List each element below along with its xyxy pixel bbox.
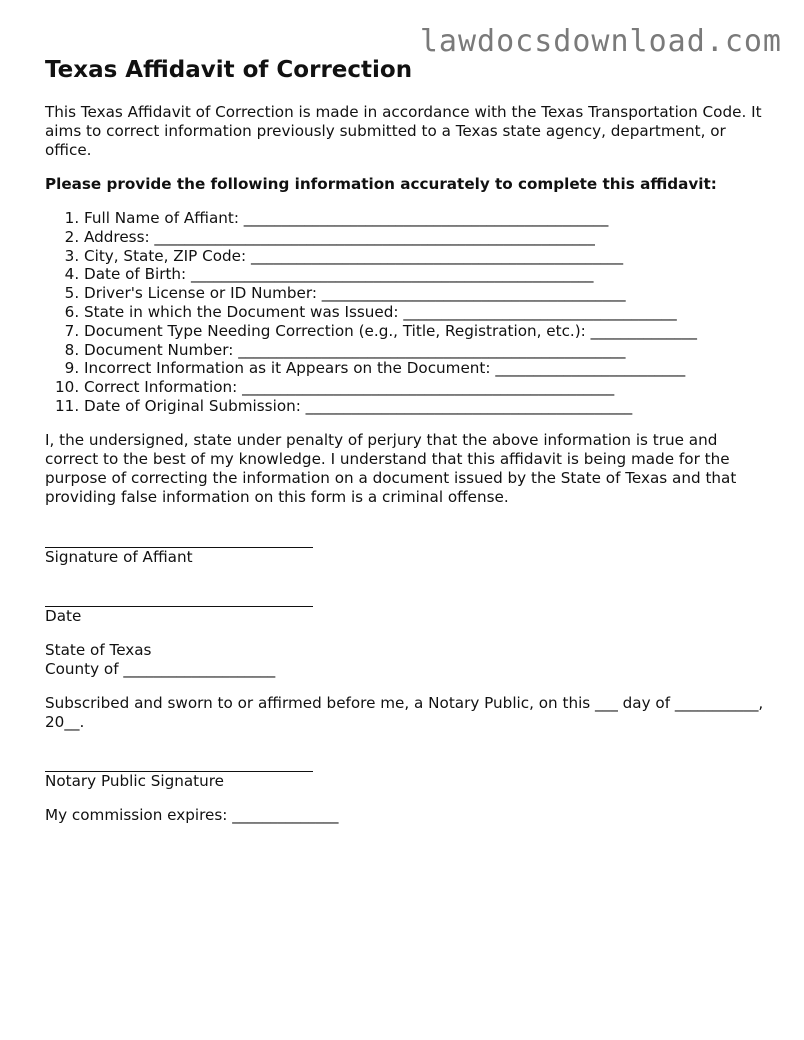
field-item-document-type: 7. Document Type Needing Correction (e.g., Title, Registration, etc.): ______________: [84, 322, 765, 341]
notary-signature-label: Notary Public Signature: [45, 771, 225, 790]
venue-block: [45, 641, 765, 679]
date-line: [45, 591, 313, 607]
sworn-statement: Subscribed and sworn to or affirmed before me, a Notary Public, on this ___ day of ___________, 20__.: [45, 693, 764, 731]
document-title: Texas Affidavit of Correction: [45, 57, 413, 83]
field-item-license-number: 5. Driver's License or ID Number: ________________________________________: [84, 284, 765, 303]
field-item-document-number: 8. Document Number: ___________________________________________________: [84, 341, 765, 360]
affiant-signature-block: [45, 532, 765, 567]
commission-expiry: My commission expires: ______________: [45, 805, 339, 824]
date-label: Date: [45, 606, 82, 625]
declaration-paragraph: I, the undersigned, state under penalty of perjury that the above information is true and correct to the best of my knowledge. I understand that this affidavit is being made for the purpose of correcting the information on a document issued by the State of Texas and that providing false information on this form is a criminal offense.: [45, 430, 737, 506]
county-line: County of ____________________: [45, 659, 276, 678]
field-item-original-submission-date: 11. Date of Original Submission: ___________________________________________: [84, 397, 765, 416]
state-line: State of Texas: [45, 640, 152, 659]
instruction-heading: Please provide the following information accurately to complete this affidavit:: [45, 175, 717, 193]
watermark-text: lawdocsdownload.com: [419, 24, 782, 59]
field-item-incorrect-info: 9. Incorrect Information as it Appears on the Document: _________________________: [84, 359, 765, 378]
field-item-issuing-state: 6. State in which the Document was Issued: ____________________________________: [84, 303, 765, 322]
date-block: [45, 591, 765, 626]
field-item-full-name: 1. Full Name of Affiant: ________________________________________________: [84, 209, 765, 228]
field-item-date-of-birth: 4. Date of Birth: _____________________________________________________: [84, 265, 765, 284]
field-item-correct-info: 10. Correct Information: _________________________________________________: [84, 378, 765, 397]
field-item-city-state-zip: 3. City, State, ZIP Code: _________________________________________________: [84, 247, 765, 266]
affidavit-document: [45, 56, 765, 825]
notary-signature-block: [45, 756, 765, 791]
field-list: [45, 209, 765, 416]
affiant-signature-line: [45, 532, 313, 548]
notary-signature-line: [45, 756, 313, 772]
intro-paragraph: This Texas Affidavit of Correction is made in accordance with the Texas Transportation Code. It aims to correct information previously submitted to a Texas state agency, department, or office.: [45, 103, 762, 159]
affiant-signature-label: Signature of Affiant: [45, 547, 193, 566]
field-item-address: 2. Address: __________________________________________________________: [84, 228, 765, 247]
